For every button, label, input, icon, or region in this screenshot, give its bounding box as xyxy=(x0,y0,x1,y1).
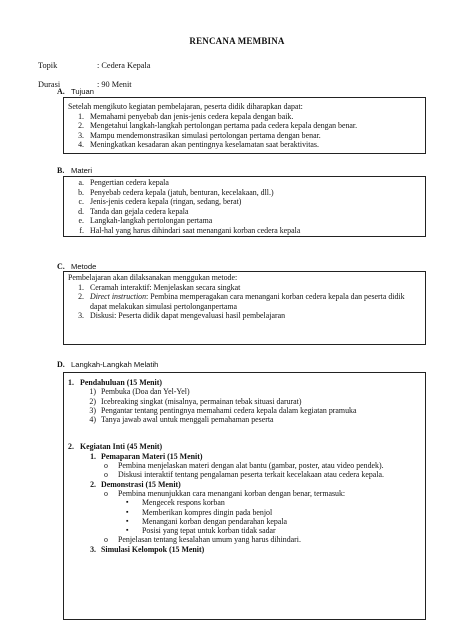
step-2-heading xyxy=(68,442,421,451)
list-letter: b. xyxy=(78,187,84,197)
section-b-title: Materi xyxy=(71,166,93,175)
list-number: 1. xyxy=(78,111,84,121)
list-number: 4. xyxy=(78,140,84,150)
list-text: Tanda dan gejala cedera kepala xyxy=(90,206,189,216)
list-text xyxy=(90,292,421,311)
circle-bullet-icon: o xyxy=(104,461,108,471)
list-text xyxy=(90,311,421,321)
circle-bullet-icon: o xyxy=(104,470,108,480)
substep-2-1-item xyxy=(68,461,421,470)
topik-value: : Cedera Kepala xyxy=(97,61,151,70)
list-number: 4) xyxy=(89,415,96,425)
tujuan-item xyxy=(68,140,421,150)
materi-box xyxy=(63,176,426,237)
list-letter: e. xyxy=(78,216,84,226)
section-d-heading xyxy=(57,360,158,369)
section-a-heading xyxy=(57,87,94,96)
metode-item xyxy=(68,311,421,321)
section-b-heading xyxy=(57,166,92,175)
section-a-letter: A. xyxy=(57,87,65,96)
step-1-list xyxy=(68,387,421,424)
metode-item xyxy=(68,292,421,311)
langkah-box xyxy=(63,372,426,620)
list-text: Meningkatkan kesadaran akan pentingnya keselamatan saat beraktivitas. xyxy=(90,140,319,150)
list-text: Posisi yang tepat untuk korban tidak sadar xyxy=(142,526,276,536)
section-a-title: Tujuan xyxy=(71,87,94,96)
materi-item xyxy=(68,226,421,236)
section-d-title: Langkah-Langkah Melatih xyxy=(71,360,159,369)
materi-item xyxy=(68,197,421,207)
step-1-title: Pendahuluan (15 Menit) xyxy=(80,378,162,387)
metode-box xyxy=(63,271,426,345)
list-number: 3. xyxy=(78,130,84,140)
list-text: Icebreaking singkat (misalnya, permainan tebak situasi darurat) xyxy=(101,396,302,406)
step-1-item xyxy=(68,387,421,396)
list-letter: f. xyxy=(79,225,84,235)
substep-2-2-bullet xyxy=(68,498,421,507)
substep-2-2-number: 2. xyxy=(90,479,96,489)
section-c-heading xyxy=(57,262,96,271)
method-text: : Pembina memperagakan cara menangani korban cedera kepala dan peserta didik dapat melakukan simulasi pertolonganpertama xyxy=(90,292,405,311)
substep-2-2-lead: o Pembina menunjukkan cara menangani korban dengan benar, termasuk: xyxy=(104,488,346,498)
topik-label: Topik xyxy=(38,61,58,70)
metode-item xyxy=(68,283,421,293)
list-text: Pengantar tentang pentingnya memahami cedera kepala dalam kegiatan pramuka xyxy=(101,405,357,415)
method-text: Ceramah interaktif: Menjelaskan secara singkat xyxy=(90,282,241,292)
list-letter: c. xyxy=(78,197,84,207)
list-text: Diskusi interaktif tentang pengalaman peserta terkait kecelakaan atau cedera kepala. xyxy=(118,470,384,480)
substep-2-1-list xyxy=(68,461,421,480)
list-text: Mengecek respons korban xyxy=(142,498,225,508)
step-1-number: 1. xyxy=(68,378,74,387)
substep-2-1-number: 1. xyxy=(90,451,96,461)
list-number: 3) xyxy=(89,405,96,415)
list-letter: a. xyxy=(78,178,84,187)
metode-list xyxy=(68,283,421,321)
tujuan-item xyxy=(68,121,421,131)
materi-item xyxy=(68,178,421,188)
substep-2-2-title: Demonstrasi (15 Menit) xyxy=(101,479,181,489)
list-number: 1) xyxy=(89,387,96,397)
section-c-title: Metode xyxy=(71,262,97,271)
method-text: Diskusi: Peserta didik dapat mengevaluasi hasil pembelajaran xyxy=(90,311,286,321)
list-text: Hal-hal yang harus dihindari saat menangani korban cedera kepala xyxy=(90,225,301,235)
list-text: Mengetahui langkah-langkah pertolongan pertama pada cedera kepala dengan benar. xyxy=(90,121,358,131)
substep-2-2-bullets xyxy=(68,498,421,535)
substep-2-3-title: Simulasi Kelompok (15 Menit) xyxy=(101,544,205,554)
list-text: Penyebab cedera kepala (jatuh, benturan, kecelakaan, dll.) xyxy=(90,187,274,197)
list-number: 2) xyxy=(89,396,96,406)
list-number: 2. xyxy=(78,121,84,131)
square-bullet-icon: ▪ xyxy=(126,516,129,525)
step-2-number: 2. xyxy=(68,442,74,452)
substep-2-2-tail: o Penjelasan tentang kesalahan umum yang harus dihindari. xyxy=(104,535,301,545)
list-text: Mampu mendemonstrasikan simulasi pertolongan pertama dengan benar. xyxy=(90,130,321,140)
section-d-letter: D. xyxy=(57,360,65,369)
substep-2-3-number: 3. xyxy=(90,544,96,554)
tujuan-intro: Setelah mengikuto kegiatan pembelajaran, peserta didik diharapkan dapat: xyxy=(68,102,303,111)
document-title: RENCANA MEMBINA xyxy=(189,36,285,46)
tujuan-item xyxy=(68,112,421,122)
step-1-item xyxy=(68,415,421,424)
step-2-title: Kegiatan Inti (45 Menit) xyxy=(80,442,163,452)
materi-item xyxy=(68,207,421,217)
list-text: Menangani korban dengan pendarahan kepala xyxy=(142,516,288,526)
list-number: 2. xyxy=(78,292,84,302)
durasi-value: : 90 Menit xyxy=(97,80,132,89)
substep-2-1-title: Pemaparan Materi (15 Menit) xyxy=(101,451,203,461)
list-text: Tanya jawab awal untuk menggali pemahaman peserta xyxy=(101,415,274,425)
list-text: Langkah-langkah pertolongan pertama xyxy=(90,216,213,226)
section-c-letter: C. xyxy=(57,262,65,271)
substep-2-2-bullet xyxy=(68,517,421,526)
tujuan-box xyxy=(63,97,426,154)
step-1-heading xyxy=(68,378,421,387)
square-bullet-icon: ▪ xyxy=(126,498,129,507)
square-bullet-icon: ▪ xyxy=(126,526,129,535)
square-bullet-icon: ▪ xyxy=(126,507,129,516)
section-b-letter: B. xyxy=(57,166,65,175)
metode-intro: Pembelajaran akan dilaksanakan menggukan metode: xyxy=(68,273,238,282)
step-1-item xyxy=(68,406,421,415)
substep-2-2-bullet xyxy=(68,526,421,535)
list-number: 1. xyxy=(78,282,84,292)
substep-2-2-bullet xyxy=(68,508,421,517)
list-text: Memberikan kompres dingin pada benjol xyxy=(142,507,273,517)
substep-2-2-heading xyxy=(68,480,421,489)
durasi-label: Durasi xyxy=(38,80,61,89)
tujuan-item xyxy=(68,131,421,141)
tujuan-list xyxy=(68,112,421,150)
list-text: Jenis-jenis cedera kepala (ringan, sedang, berat) xyxy=(90,197,242,207)
list-number: 3. xyxy=(78,311,84,321)
method-lead: Direct instruction xyxy=(90,292,147,302)
circle-bullet-icon: o xyxy=(104,535,108,545)
materi-list xyxy=(68,178,421,236)
list-text: Pembina menjelaskan materi dengan alat bantu (gambar, poster, atau video pendek). xyxy=(118,461,384,471)
list-text: Memahami penyebab dan jenis-jenis cedera kepala dengan baik. xyxy=(90,111,294,121)
circle-bullet-icon: o xyxy=(104,488,108,498)
list-letter: d. xyxy=(78,206,84,216)
step-1-item xyxy=(68,397,421,406)
list-text xyxy=(90,283,421,293)
list-text: Pembuka (Doa dan Yel-Yel) xyxy=(101,387,190,397)
substep-2-1-heading xyxy=(68,452,421,461)
materi-item xyxy=(68,188,421,198)
substep-2-1-item xyxy=(68,470,421,479)
substep-2-3-heading xyxy=(68,545,421,554)
materi-item xyxy=(68,216,421,226)
list-text: Pengertian cedera kepala xyxy=(90,178,169,187)
